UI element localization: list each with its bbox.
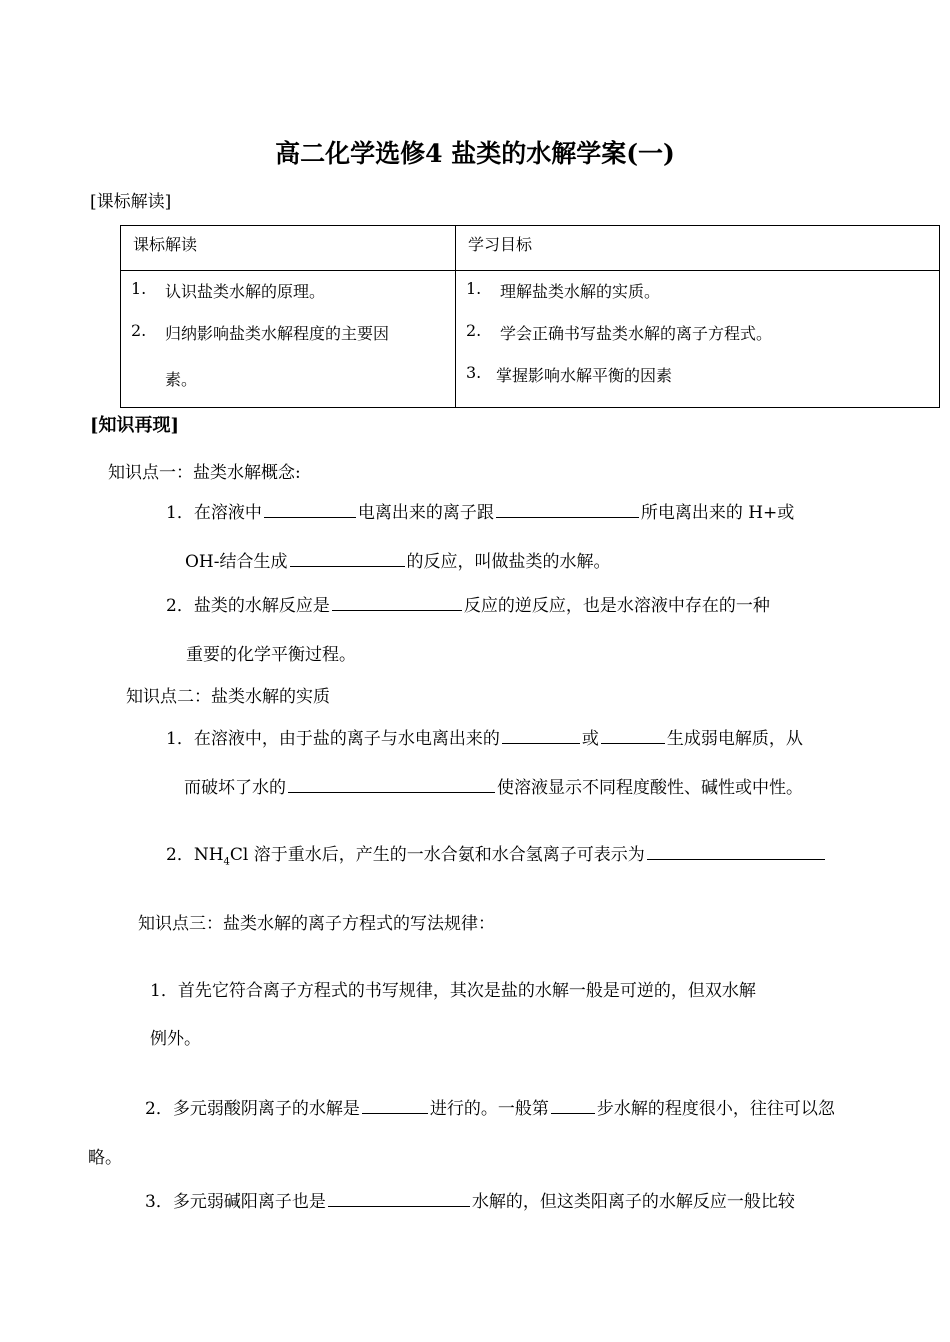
fill-blank[interactable] bbox=[362, 1095, 428, 1114]
section-zhishi: [知识再现] bbox=[90, 415, 180, 436]
list-item: 掌握影响水解平衡的因素 bbox=[496, 366, 673, 385]
list-item: 理解盐类水解的实质。 bbox=[500, 282, 661, 301]
objectives-table bbox=[120, 225, 940, 408]
kp1-item2-line1: 2．盐类的水解反应是 反应的逆反应，也是水溶液中存在的一种 bbox=[166, 591, 770, 616]
fill-blank[interactable] bbox=[496, 499, 639, 518]
fill-blank[interactable] bbox=[551, 1095, 595, 1114]
fill-blank[interactable] bbox=[601, 725, 665, 744]
fill-blank[interactable] bbox=[288, 774, 495, 793]
section-kebiao: [课标解读] bbox=[90, 192, 172, 212]
list-item: 归纳影响盐类水解程度的主要因 bbox=[165, 324, 390, 343]
kp3-item2-line1: 2．多元弱酸阴离子的水解是 进行的。一般第 步水解的程度很小，往往可以忽 bbox=[145, 1094, 835, 1119]
kp3-item3-line1: 3．多元弱碱阳离子也是 水解的，但这类阳离子的水解反应一般比较 bbox=[145, 1187, 795, 1212]
table-cell-right bbox=[456, 271, 940, 408]
table-header-mubiao: 学习目标 bbox=[456, 226, 940, 271]
list-item-num: 3. bbox=[466, 363, 482, 382]
kp3-heading: 知识点三：盐类水解的离子方程式的写法规律： bbox=[138, 914, 495, 934]
table-cell-left bbox=[121, 271, 456, 408]
fill-blank[interactable] bbox=[328, 1188, 470, 1207]
list-item: 素。 bbox=[165, 370, 198, 389]
page-title: 高二化学选修4 盐类的水解学案(一) bbox=[275, 139, 675, 168]
list-item-num: 2. bbox=[131, 321, 147, 340]
list-item-num: 2. bbox=[466, 321, 482, 340]
fill-blank[interactable] bbox=[647, 841, 825, 860]
kp3-item1-line2: 例外。 bbox=[150, 1029, 201, 1049]
kp2-item2: 2．$NH_4Cl$ 溶于重水后，产生的一水合氨和水合氢离子可表示为 bbox=[166, 840, 827, 867]
fill-blank[interactable] bbox=[290, 548, 405, 567]
kp1-heading: 知识点一：盐类水解概念: bbox=[108, 463, 301, 483]
kp2-item1-line2: 而破坏了水的 使溶液显示不同程度酸性、碱性或中性。 bbox=[184, 773, 803, 798]
list-item-num: 1. bbox=[131, 279, 147, 298]
kp1-item2-line2: 重要的化学平衡过程。 bbox=[186, 645, 356, 665]
list-item: 学会正确书写盐类水解的离子方程式。 bbox=[500, 324, 773, 343]
table-header-kebiao: 课标解读 bbox=[121, 226, 456, 271]
list-item: 认识盐类水解的原理。 bbox=[165, 282, 326, 301]
fill-blank[interactable] bbox=[332, 592, 462, 611]
kp3-item2-line2: 略。 bbox=[88, 1148, 122, 1168]
list-item-num: 1. bbox=[466, 279, 482, 298]
kp2-item1-line1: 1．在溶液中，由于盐的离子与水电离出来的 或 生成弱电解质，从 bbox=[166, 724, 803, 749]
kp1-item1-line2: OH-结合生成 的反应，叫做盐类的水解。 bbox=[185, 547, 611, 572]
kp2-heading: 知识点二：盐类水解的实质 bbox=[126, 687, 330, 707]
fill-blank[interactable] bbox=[502, 725, 580, 744]
fill-blank[interactable] bbox=[264, 499, 356, 518]
kp1-item1-line1: 1．在溶液中 电离出来的离子跟 所电离出来的 H+或 bbox=[166, 498, 794, 523]
kp3-item1-line1: 1．首先它符合离子方程式的书写规律，其次是盐的水解一般是可逆的，但双水解 bbox=[150, 981, 756, 1001]
